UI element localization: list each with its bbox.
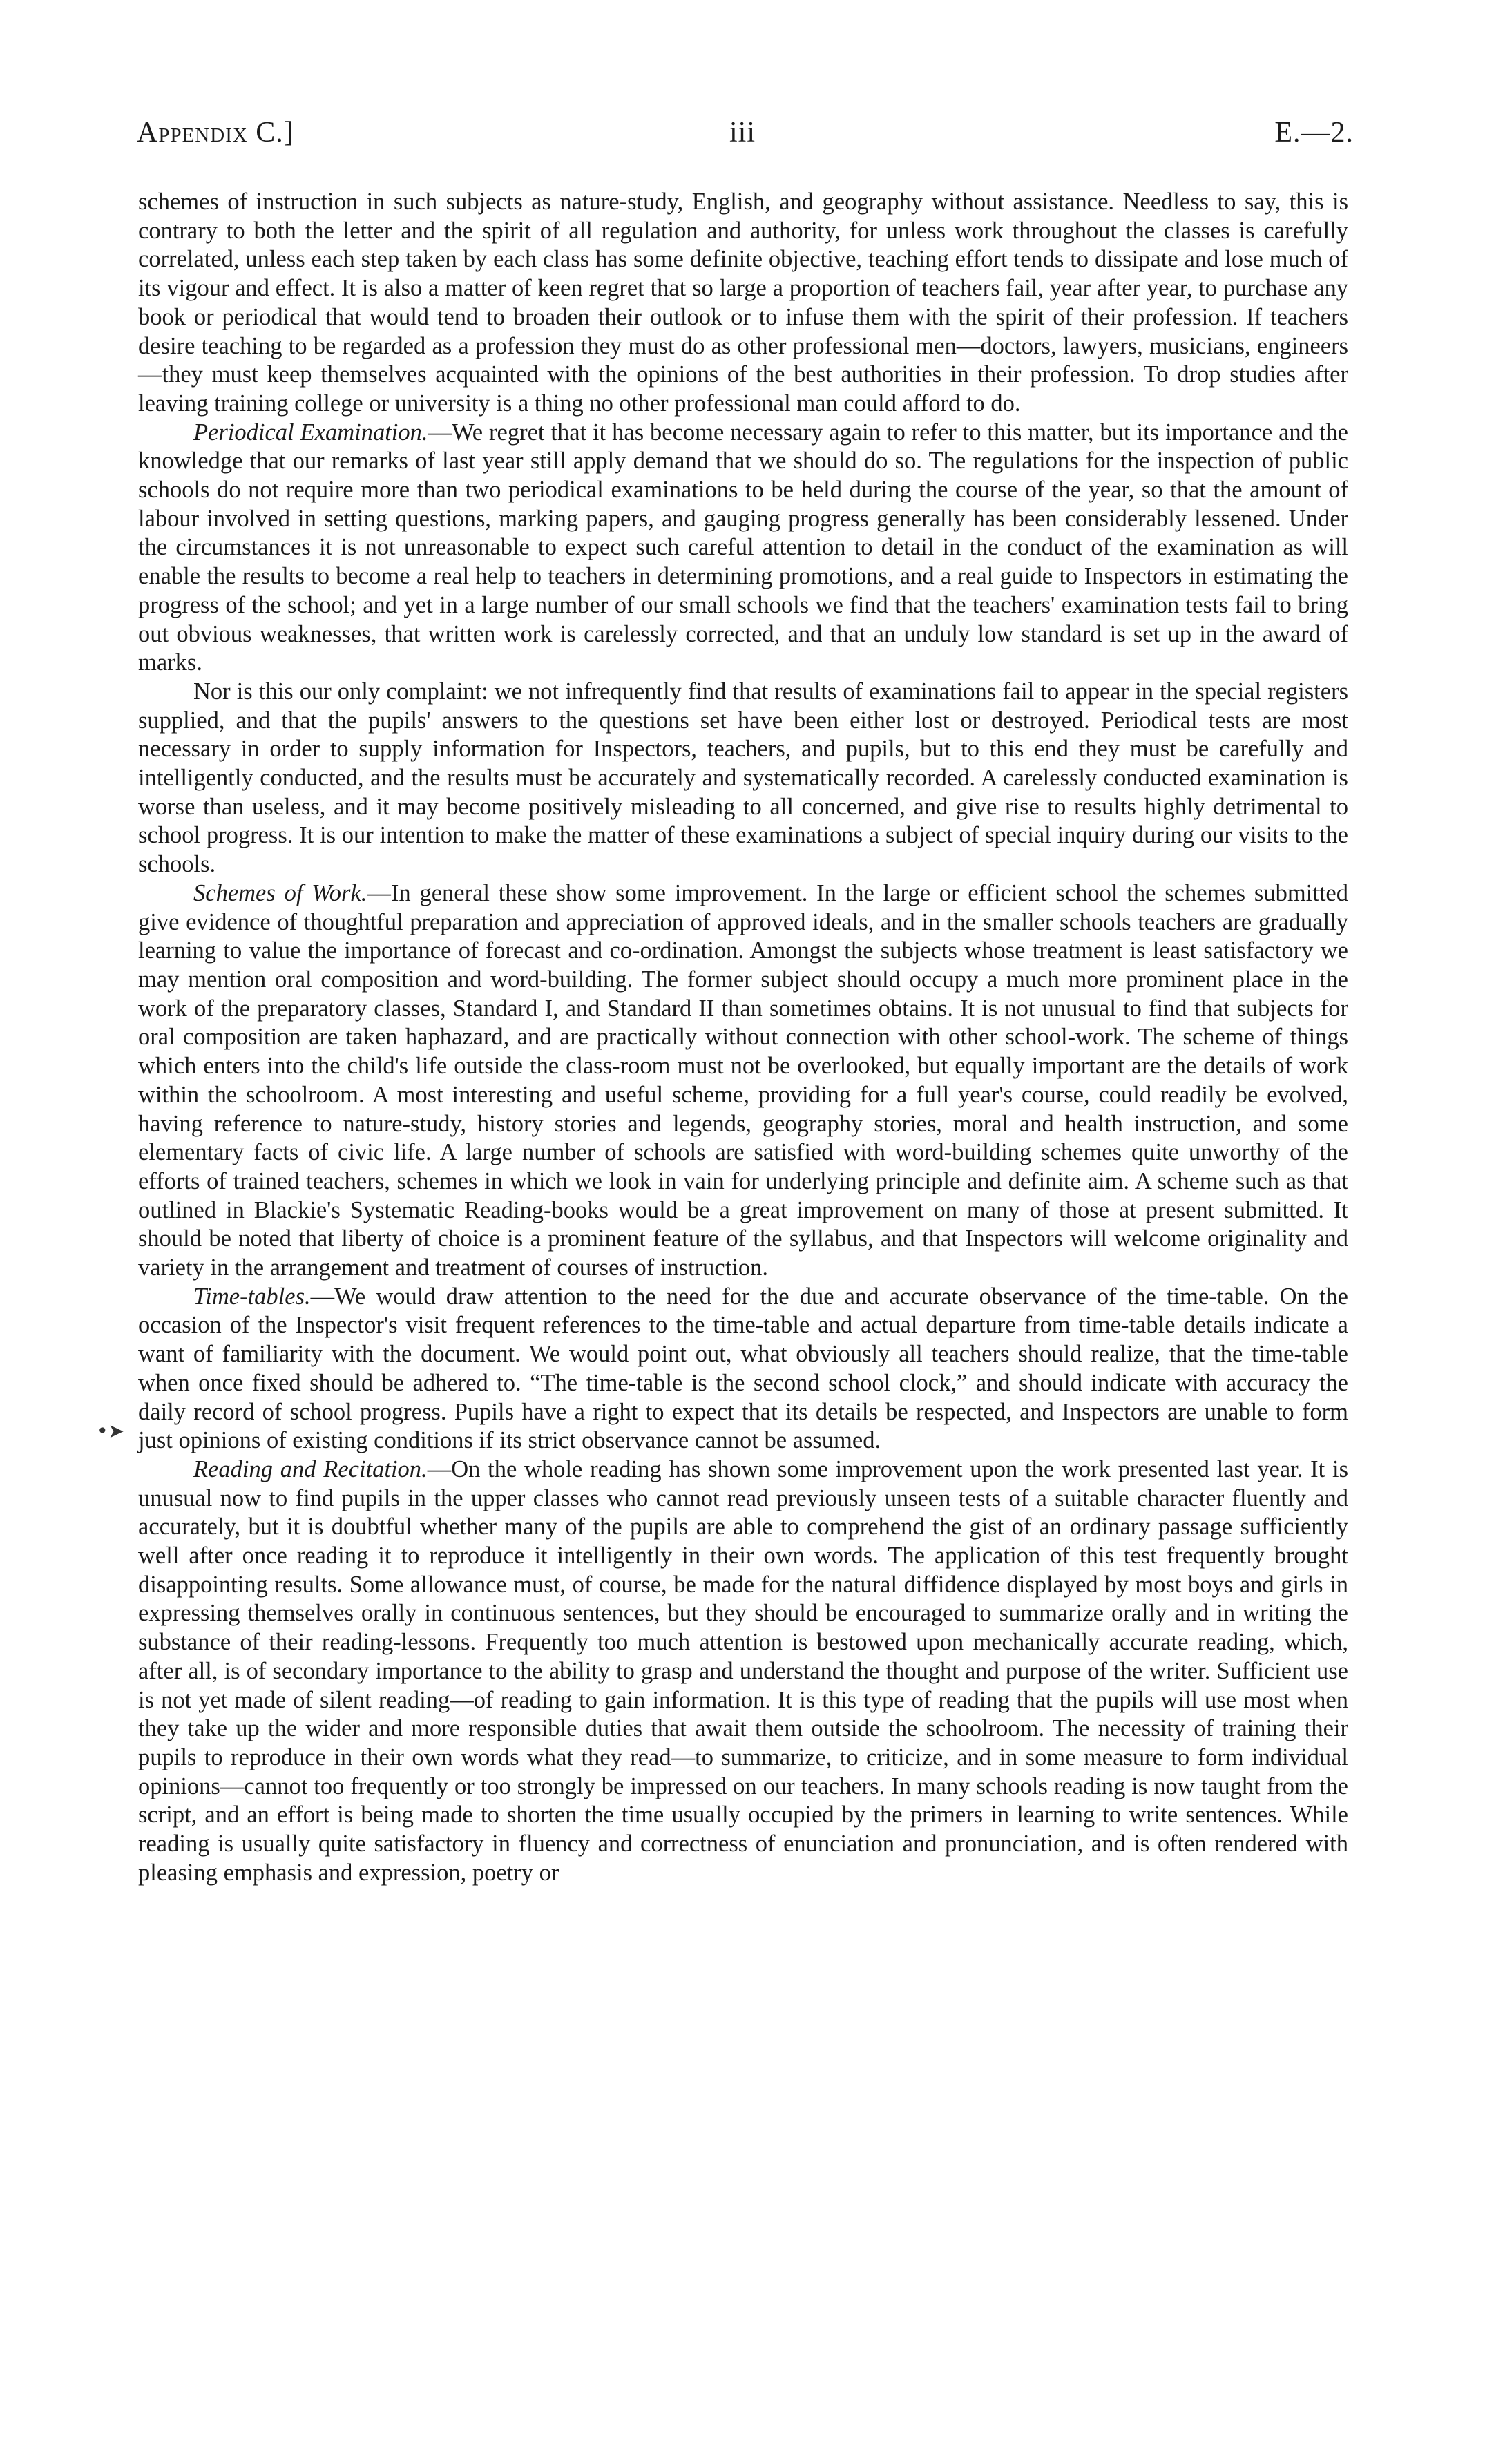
header-appendix-label: Appendix C.]	[137, 117, 294, 149]
section-heading: Schemes of Work.	[193, 879, 367, 906]
paragraph-text: Nor is this our only complaint: we not infrequently find that results of examinations fail to appear in the special registers supplied, and that the pupils' answers to the questions set have been either lost or destroyed. Periodical tests are most necessary in order to supply information for Inspectors, teachers, and pupils, but to this end they must be carefully and intelligently conducted, and the results must be accurately and systematically recorded. A carelessly conducted examination is worse than useless, and it may become positively misleading to all concerned, and give rise to results highly detrimental to school progress. It is our intention to make the matter of these examinations a subject of special inquiry during our visits to the schools.	[138, 678, 1348, 878]
margin-annotation-mark: •➤	[97, 1420, 124, 1442]
section-heading: Time-tables.	[193, 1283, 311, 1310]
body-text	[138, 188, 1348, 1887]
page-header	[131, 116, 1354, 164]
paragraph-text: —We would draw attention to the need for the due and accurate observance of the time-table. On the occasion of the Inspector's visit frequent references to the time-table and actual departure from time-table details indicate a want of familiarity with the document. We would point out, what obviously all teachers should realize, that the time-table when once fixed should be adhered to. “The time-table is the second school clock,” and should indicate with accuracy the daily record of school progress. Pupils have a right to expect that its details be respected, and Inspectors are unable to form just opinions of existing conditions if its strict observance cannot be assumed.	[138, 1283, 1348, 1454]
paragraph-text: —In general these show some improvement. In the large or efficient school the schemes submitted give evidence of thoughtful preparation and appreciation of approved ideals, and in the smaller schools teachers are gradually learning to value the importance of forecast and co-ordination. Amongst the subjects whose treatment is least satisfactory we may mention oral composition and word-building. The former subject should occupy a much more prominent place in the work of the preparatory classes, Standard I, and Standard II than sometimes obtains. It is not unusual to find that subjects for oral composition are taken haphazard, and are practically without connection with other school-work. The scheme of things which enters into the child's life outside the class-room must not be overlooked, but equally important are the details of work within the schoolroom. A most interesting and useful scheme, providing for a full year's course, could readily be evolved, having reference to nature-study, history stories and legends, geography stories, moral and health instruction, and some elementary facts of civic life. A large number of schools are satisfied with word-building schemes quite unworthy of the efforts of trained teachers, schemes in which we look in vain for underlying principle and definite aim. A scheme such as that outlined in Blackie's Systematic Reading-books would be a great improvement on many of those at present submitted. It should be noted that liberty of choice is a prominent feature of the syllabus, and that Inspectors will welcome originality and variety in the arrangement and treatment of courses of instruction.	[138, 879, 1348, 1281]
header-page-number: iii	[729, 117, 756, 149]
paragraph-periodical-examination	[138, 419, 1348, 678]
paragraph-text: —On the whole reading has shown some improvement upon the work presented last year. It is unusual now to find pupils in the upper classes who cannot read previously unseen tests of a suitable character fluently and accurately, but it is doubtful whether many of the pupils are able to comprehend the gist of an ordinary passage sufficiently well after once reading it to reproduce it intelligently in their own words. The application of this test frequently brought disappointing results. Some allowance must, of course, be made for the natural diffidence displayed by most boys and girls in expressing themselves orally in continuous sentences, but they should be encouraged to summarize orally and in writing the substance of their reading-lessons. Frequently too much attention is bestowed upon mechanically accurate reading, which, after all, is of secondary importance to the ability to grasp and understand the thought and purpose of the writer. Sufficient use is not yet made of silent reading—of reading to gain information. It is this type of reading that the pupils will use most when they take up the wider and more responsible duties that await them outside the schoolroom. The necessity of training their pupils to reproduce in their own words what they read—to summarize, to criticize, and in some measure to form individual opinions—cannot too frequently or too strongly be impressed on our teachers. In many schools reading is now taught from the script, and an effort is being made to shorten the time usually occupied by the primers in learning to write sentences. While reading is usually quite satisfactory in fluency and correctness of enunciation and pronunciation, and is often rendered with pleasing emphasis and expression, poetry or	[138, 1455, 1348, 1886]
paragraph-complaint	[138, 678, 1348, 879]
paragraph-time-tables	[138, 1283, 1348, 1455]
paragraph-schemes-of-work	[138, 879, 1348, 1283]
paragraph-continuation	[138, 188, 1348, 419]
section-heading: Periodical Examination.	[193, 419, 428, 446]
paragraph-reading-and-recitation	[138, 1455, 1348, 1888]
section-heading: Reading and Recitation.	[193, 1455, 428, 1482]
header-document-code: E.—2.	[1274, 117, 1354, 149]
paragraph-text: —We regret that it has become necessary again to refer to this matter, but its importance and the knowledge that our remarks of last year still apply demand that we should do so. The regulations for the inspection of public schools do not require more than two periodical examinations to be held during the course of the year, so that the amount of labour involved in setting questions, marking papers, and gauging progress generally has been considerably lessened. Under the circumstances it is not unreasonable to expect such careful attention to detail in the conduct of the examination as will enable the results to become a real help to teachers in determining promotions, and a real guide to Inspectors in estimating the progress of the school; and yet in a large number of our small schools we find that the teachers' examination tests fail to bring out obvious weaknesses, that written work is carelessly corrected, and that an unduly low standard is set up in the award of marks.	[138, 419, 1348, 676]
paragraph-text: schemes of instruction in such subjects as nature-study, English, and geography without assistance. Needless to say, this is contrary to both the letter and the spirit of all regulation and authority, for unless work throughout the classes is carefully correlated, unless each step taken by each class has some definite objective, teaching effort tends to dissipate and lose much of its vigour and effect. It is also a matter of keen regret that so large a proportion of teachers fail, year after year, to purchase any book or periodical that would tend to broaden their outlook or to infuse them with the spirit of their profession. If teachers desire teaching to be regarded as a profession they must do as other professional men—doctors, lawyers, musicians, engineers—they must keep themselves acquainted with the opinions of the best authorities in their profession. To drop studies after leaving training college or university is a thing no other professional man could afford to do.	[138, 189, 1348, 417]
